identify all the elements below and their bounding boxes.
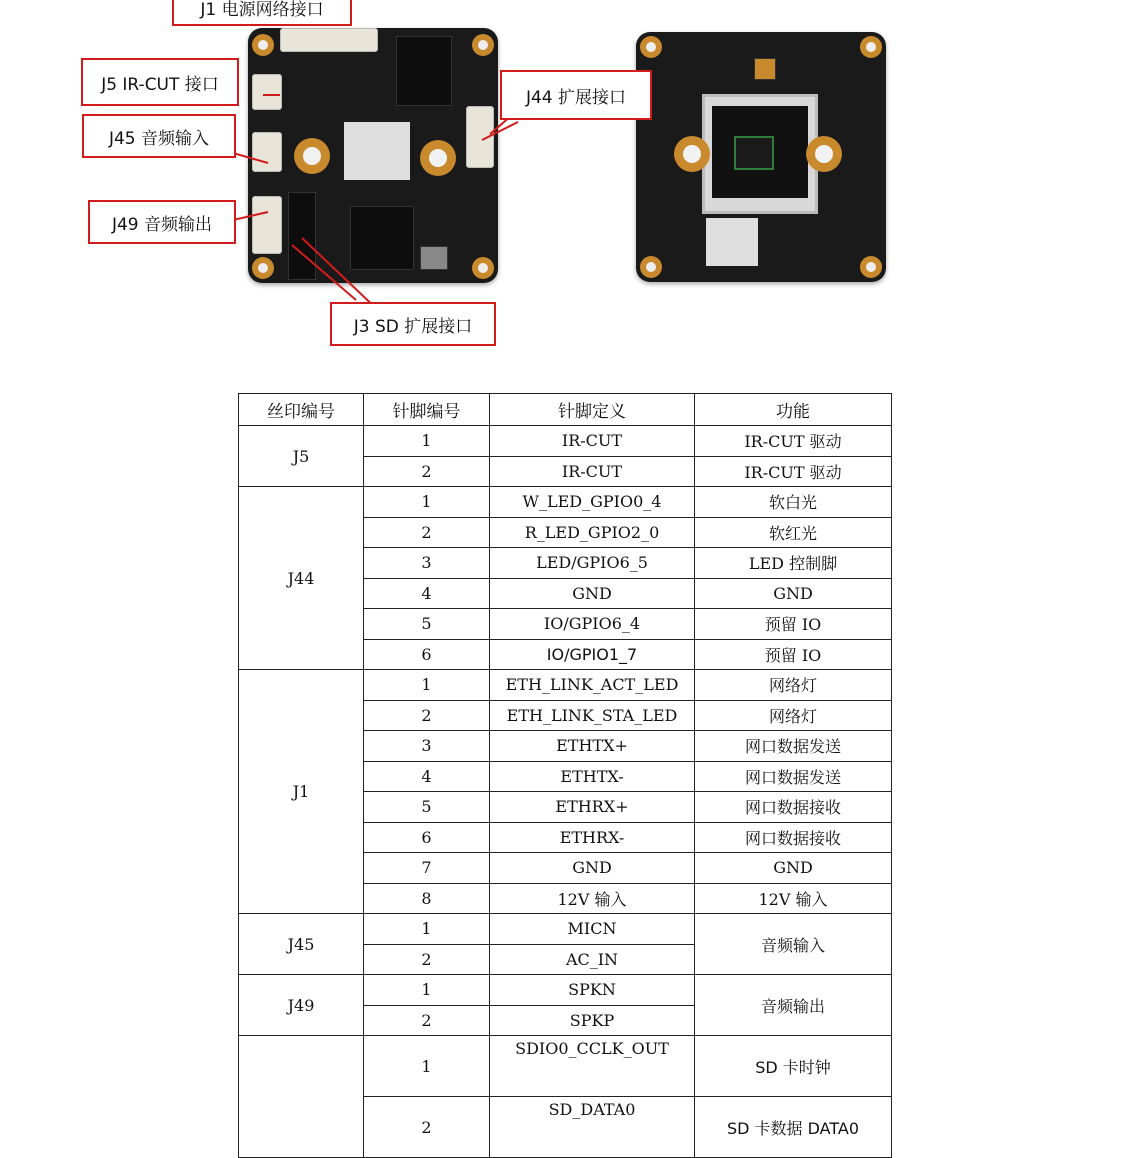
pin-function: 网口数据接收 [695,822,892,853]
pin-number: 2 [364,1097,490,1158]
pin-function: SD 卡数据 DATA0 [695,1097,892,1158]
pin-function: 预留 IO [695,609,892,640]
pin-function: 网口数据发送 [695,761,892,792]
col-header: 针脚定义 [490,394,695,426]
pin-definition: AC_IN [490,944,695,975]
table-row [239,426,892,457]
pin-function: 网口数据接收 [695,792,892,823]
group-label: J44 [239,487,364,670]
pin-number: 8 [364,883,490,914]
pin-definition: IO/GPIO1_7 [490,639,695,670]
pin-definition: GND [490,853,695,884]
table-row [239,1036,892,1097]
callout-j3: J3 SD 扩展接口 [330,302,496,346]
pin-number: 1 [364,426,490,457]
pin-definition-table [238,393,892,1158]
pin-number: 7 [364,853,490,884]
pin-definition: SPKN [490,975,695,1006]
callout-j44: J44 扩展接口 [500,70,652,120]
col-header: 针脚编号 [364,394,490,426]
pin-function: 12V 输入 [695,883,892,914]
group-label: J45 [239,914,364,975]
pin-definition: ETH_LINK_STA_LED [490,700,695,731]
pin-function: IR-CUT 驱动 [695,456,892,487]
pin-number: 1 [364,975,490,1006]
pin-function: 网口数据发送 [695,731,892,762]
pin-definition: LED/GPIO6_5 [490,548,695,579]
pin-number: 2 [364,517,490,548]
pin-definition: W_LED_GPIO0_4 [490,487,695,518]
pin-definition: IO/GPIO6_4 [490,609,695,640]
pin-function: SD 卡时钟 [695,1036,892,1097]
pin-function: IR-CUT 驱动 [695,426,892,457]
pin-number: 2 [364,456,490,487]
pin-function: GND [695,853,892,884]
pin-function: 网络灯 [695,700,892,731]
pin-definition: R_LED_GPIO2_0 [490,517,695,548]
pin-number: 3 [364,548,490,579]
board-photos [0,0,1130,360]
pin-number: 1 [364,487,490,518]
pin-definition: MICN [490,914,695,945]
pin-number: 1 [364,1036,490,1097]
callout-j45: J45 音频输入 [82,114,236,158]
pin-number: 4 [364,578,490,609]
pin-number: 6 [364,822,490,853]
pin-number: 5 [364,609,490,640]
table-row [239,975,892,1006]
pin-function: 音频输入 [695,914,892,975]
pin-definition: SD_DATA0 [490,1097,695,1158]
pin-function: LED 控制脚 [695,548,892,579]
callout-j5: J5 IR-CUT 接口 [81,58,239,106]
pin-definition: SDIO0_CCLK_OUT [490,1036,695,1097]
group-label: J5 [239,426,364,487]
table-row [239,670,892,701]
pin-function: 网络灯 [695,670,892,701]
pin-function: GND [695,578,892,609]
pin-definition: ETHRX+ [490,792,695,823]
pin-number: 2 [364,944,490,975]
table-header-row [239,394,892,426]
pin-function: 预留 IO [695,639,892,670]
table-row [239,914,892,945]
pin-number: 1 [364,914,490,945]
table-row [239,487,892,518]
pin-number: 4 [364,761,490,792]
pin-number: 3 [364,731,490,762]
pin-function: 软白光 [695,487,892,518]
pin-definition: GND [490,578,695,609]
pin-definition: ETHRX- [490,822,695,853]
pin-definition: IR-CUT [490,456,695,487]
pin-function: 软红光 [695,517,892,548]
pin-number: 2 [364,700,490,731]
pin-definition: SPKP [490,1005,695,1036]
callout-j49: J49 音频输出 [88,200,236,244]
group-label: J1 [239,670,364,914]
pin-definition: IR-CUT [490,426,695,457]
pin-definition: ETH_LINK_ACT_LED [490,670,695,701]
pin-definition: ETHTX- [490,761,695,792]
pin-definition: 12V 输入 [490,883,695,914]
pin-number: 2 [364,1005,490,1036]
col-header: 功能 [695,394,892,426]
pin-definition: ETHTX+ [490,731,695,762]
col-header: 丝印编号 [239,394,364,426]
pin-number: 1 [364,670,490,701]
group-label [239,1036,364,1158]
group-label: J49 [239,975,364,1036]
callout-leader-lines [0,0,1130,360]
pin-number: 5 [364,792,490,823]
callout-j1: J1 电源网络接口 [172,0,352,26]
pin-function: 音频输出 [695,975,892,1036]
pin-number: 6 [364,639,490,670]
